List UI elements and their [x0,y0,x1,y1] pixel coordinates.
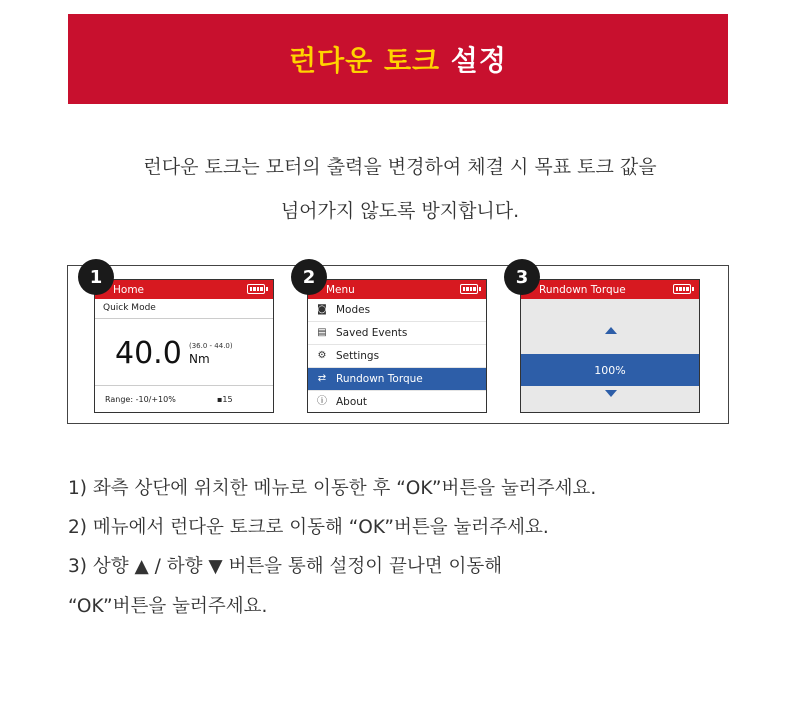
title-rest: 설정 [440,44,507,77]
torque-value: 40.0 [115,336,182,371]
step-badge-3: 3 [504,259,540,295]
menu-item-about[interactable] [308,391,486,413]
menu-item-label: Settings [336,350,380,362]
battery-icon [247,284,265,294]
divider [95,318,273,319]
arrow-down-icon[interactable] [605,390,617,397]
saved-count-value: 15 [222,395,233,404]
range-label: Range: -10/+10% [105,395,176,404]
battery-icon [460,284,478,294]
intro-line-1: 런다운 토크는 모터의 출력을 변경하여 체결 시 목표 토크 값을 [143,156,657,178]
rundown-icon: ⇄ [317,373,327,384]
menu-screen [307,279,487,413]
menu-item-modes[interactable] [308,299,486,322]
menu-topbar [308,280,486,299]
percent-bar [521,354,699,386]
menu-title: Menu [326,283,355,296]
torque-unit: Nm [189,352,210,366]
home-topbar [95,280,273,299]
home-title: Home [113,283,145,296]
step-3-text-cont: “OK”버튼을 눌러주세요. [68,596,268,617]
step-3-text: 3) 상향 ▲ / 하향 ▼ 버튼을 통해 설정이 끝나면 이동해 [68,556,503,577]
mode-label: Quick Mode [103,303,156,313]
battery-icon [673,284,691,294]
save-icon: ▪︎ [217,395,223,404]
saved-count [217,395,233,404]
menu-item-saved-events[interactable] [308,322,486,345]
rundown-topbar [521,280,699,299]
range-hint: (36.0 - 44.0) [189,342,233,350]
percent-value: 100% [594,363,626,377]
menu-item-label: Modes [336,304,371,316]
menu-item-label: Saved Events [336,327,408,339]
gear-icon: ⚙ [317,350,327,361]
menu-item-rundown-torque[interactable] [308,368,486,391]
chart-icon: ▤ [317,327,327,338]
title-banner [68,14,728,104]
info-icon: ⓘ [317,396,327,407]
step-1-text: 1) 좌측 상단에 위치한 메뉴로 이동한 후 “OK”버튼을 눌러주세요. [68,478,597,499]
modes-icon: ◙ [317,304,327,315]
rundown-title: Rundown Torque [539,283,626,296]
rundown-body [521,299,699,412]
menu-item-label: About [336,396,368,408]
page-title [289,39,507,79]
menu-item-settings[interactable] [308,345,486,368]
home-screen [94,279,274,413]
title-highlight: 런다운 토크 [289,44,441,77]
step-badge-1: 1 [78,259,114,295]
divider [95,385,273,386]
step-badge-2: 2 [291,259,327,295]
rundown-screen [520,279,700,413]
arrow-up-icon[interactable] [605,327,617,334]
intro-line-2: 넘어가지 않도록 방지합니다. [280,200,520,222]
step-2-text: 2) 메뉴에서 런다운 토크로 이동해 “OK”버튼을 눌러주세요. [68,517,549,538]
menu-item-label: Rundown Torque [336,373,423,385]
